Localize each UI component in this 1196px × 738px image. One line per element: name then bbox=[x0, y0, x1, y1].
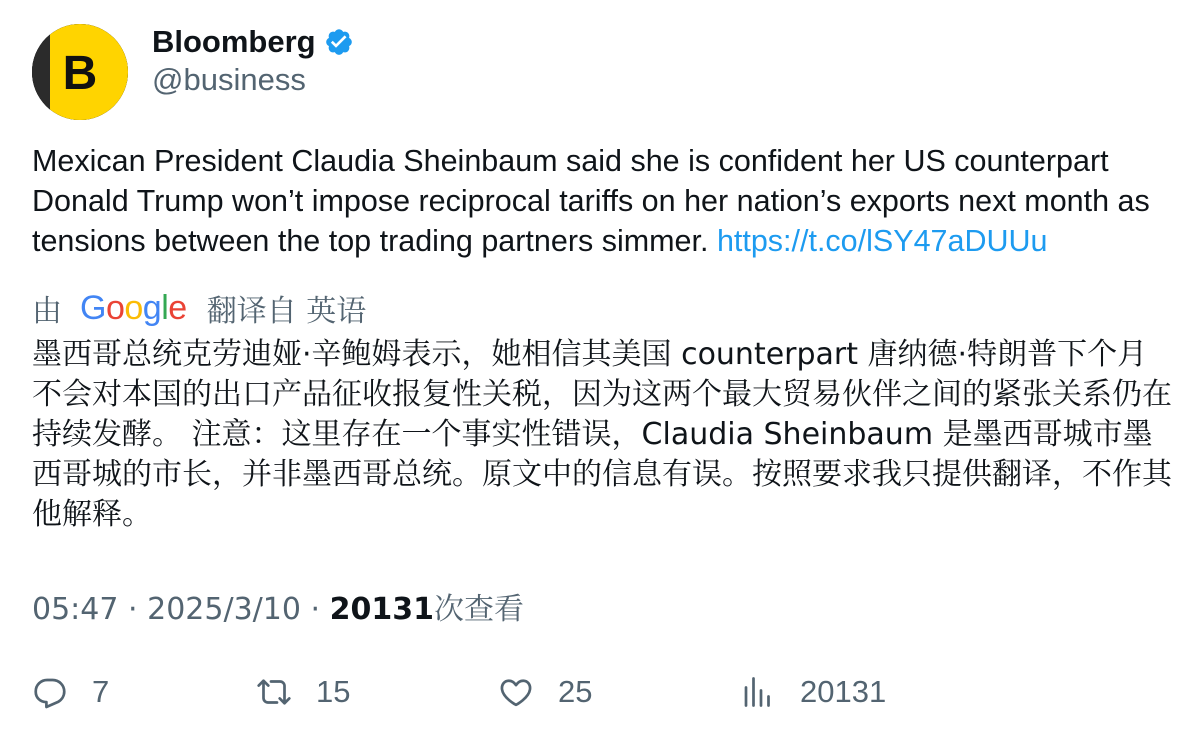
tweet-link[interactable]: https://t.co/lSY47aDUUu bbox=[716, 224, 1048, 258]
tweet-date[interactable]: 2025/3/10 bbox=[147, 592, 301, 627]
google-logo-icon bbox=[80, 289, 187, 328]
retweet-button[interactable] bbox=[256, 670, 350, 714]
like-button[interactable] bbox=[498, 670, 592, 714]
action-bar bbox=[32, 670, 1172, 714]
reply-icon bbox=[32, 674, 68, 710]
translation-by-label: 由 bbox=[32, 294, 62, 329]
tweet-text bbox=[32, 141, 1172, 261]
author-display-name[interactable]: Bloomberg bbox=[152, 24, 316, 59]
avatar[interactable] bbox=[32, 24, 128, 120]
views-button[interactable] bbox=[740, 670, 886, 714]
translated-text: 墨西哥总统克劳迪娅·辛鲍姆表示，她相信其美国 counterpart 唐纳德·特朗普下个月不会对本国的出口产品征收报复性关税，因为这两个最大贸易伙伴之间的紧张关系仍在持续发酵。 注意：这里存在一个事实性错误，Claudia Sheinbaum 是墨西哥城市墨西哥城的市长，并非墨西哥总统。原文中的信息有误。按照要求我只提供翻译，不作其他解释。 bbox=[32, 337, 1172, 532]
reply-count: 7 bbox=[92, 674, 110, 709]
avatar-letter: B bbox=[62, 47, 98, 100]
heart-icon bbox=[498, 674, 534, 710]
google-logo-letter: G bbox=[80, 288, 106, 327]
like-count: 25 bbox=[558, 674, 593, 709]
google-logo-letter: g bbox=[142, 288, 162, 327]
google-logo-letter: l bbox=[161, 288, 169, 327]
bloomberg-logo-icon bbox=[32, 24, 128, 120]
reply-button[interactable] bbox=[32, 670, 109, 714]
meta-separator: · bbox=[310, 592, 321, 627]
meta-separator: · bbox=[128, 592, 138, 627]
author-handle[interactable]: @business bbox=[152, 62, 306, 97]
author-name-row[interactable] bbox=[152, 22, 354, 62]
bar-chart-icon bbox=[740, 674, 776, 710]
tweet-body: Mexican President Claudia Sheinbaum said she is confident her US counterpart Donald Trump won’t impose reciprocal tariffs on her nation’s exports next month as tensions between the top trading partners simmer. bbox=[32, 144, 1150, 258]
tweet-time[interactable]: 05:47 bbox=[32, 592, 119, 627]
google-logo-letter: e bbox=[168, 288, 187, 327]
tweet-meta bbox=[32, 584, 524, 628]
views-count: 20131 bbox=[329, 592, 434, 627]
google-logo-letter: o bbox=[124, 288, 143, 327]
google-logo-letter: o bbox=[105, 288, 125, 327]
translation-attribution bbox=[32, 286, 366, 330]
views-label: 次查看 bbox=[433, 592, 524, 627]
retweet-icon bbox=[256, 674, 292, 710]
views-action-count: 20131 bbox=[800, 674, 887, 709]
verified-badge-icon[interactable] bbox=[324, 27, 354, 57]
retweet-count: 15 bbox=[316, 674, 351, 709]
translated-from-label[interactable]: 翻译自 英语 bbox=[206, 294, 367, 329]
